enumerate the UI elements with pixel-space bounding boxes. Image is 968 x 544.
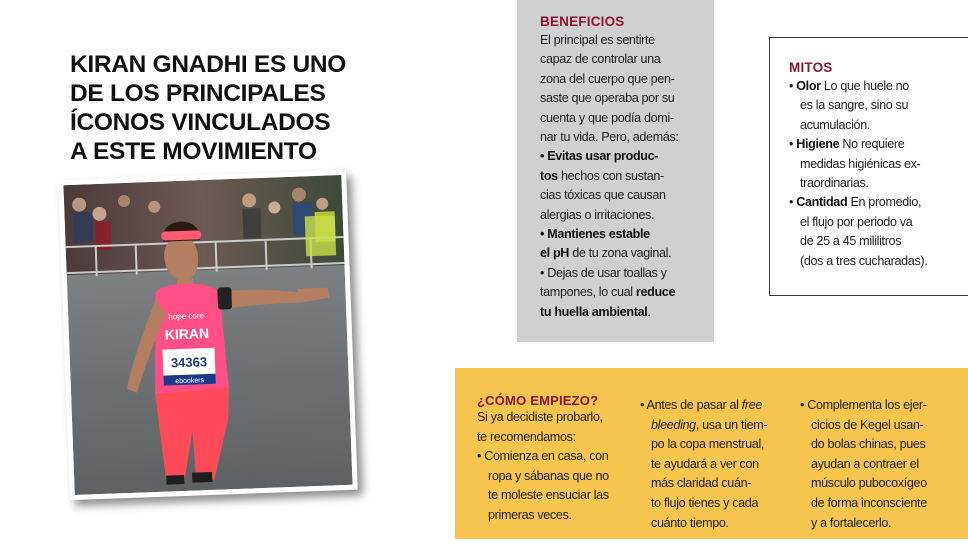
bib-name: KIRAN <box>164 324 210 343</box>
como-line: más claridad cuán- <box>651 476 752 491</box>
bullet-text: tampones, lo cual <box>540 285 636 300</box>
intro-line: El principal es sentirte <box>540 33 655 47</box>
bullet-line: alergias o irritaciones. <box>540 207 655 222</box>
bullet-bold: • Evitas usar produc- <box>540 149 659 164</box>
como-line: ropa y sábanas que no <box>488 468 609 483</box>
como-line: po la copa menstrual, <box>651 437 765 452</box>
como-title: ¿CÓMO EMPIEZO? <box>477 393 599 408</box>
como-line: te ayudará a ver con <box>651 456 759 471</box>
mitos-title: MITOS <box>789 60 833 75</box>
como-line: y a fortalecerlo. <box>811 515 892 530</box>
como-line: ayudan a contraer el <box>811 456 919 471</box>
como-line: • Complementa los ejer- <box>800 398 927 412</box>
mito-text: el flujo por periodo va <box>800 214 913 229</box>
mito-text: En promedio, <box>847 195 922 210</box>
bullet-bold: • Mantienes estable <box>540 227 650 242</box>
bullet-text: hechos con sustan- <box>557 168 664 183</box>
jersey-text: hope core <box>168 311 205 322</box>
beneficios-body <box>540 31 706 322</box>
bib-number: 34363 <box>170 354 208 371</box>
headline-line: KIRAN GNADHI ES UNO <box>70 51 347 78</box>
runner-photo <box>58 170 358 500</box>
como-italic: bleeding <box>651 417 696 432</box>
mito-text: (dos a tres cucharadas). <box>800 253 928 268</box>
como-line: Si ya decidiste probarlo, <box>477 410 603 424</box>
como-line: cuánto tiempo. <box>651 515 729 530</box>
intro-line: capaz de controlar una <box>540 52 661 67</box>
mito-text: traordinarias. <box>800 176 869 191</box>
bullet-text: de tu zona vaginal. <box>569 246 672 261</box>
headline-line: A ESTE MOVIMIENTO <box>70 138 317 165</box>
como-line: de forma inconsciente <box>811 495 927 510</box>
como-line: do bolas chinas, pues <box>811 437 926 452</box>
headline <box>70 50 360 166</box>
mito-text: Lo que huele no <box>820 79 909 93</box>
beneficios-title: BENEFICIOS <box>540 14 625 29</box>
bullet-line: cias tóxicas que causan <box>540 188 666 203</box>
headline-line: DE LOS PRINCIPALES <box>70 80 326 107</box>
intro-line: saste que operaba por su <box>540 91 675 106</box>
como-line: primeras veces. <box>488 507 572 522</box>
como-col-1 <box>477 393 637 526</box>
mito-label: Higiene <box>796 137 840 152</box>
bullet-bold: reduce <box>635 285 676 300</box>
como-line: • Antes de pasar al <box>640 398 742 412</box>
intro-line: zona del cuerpo que pen- <box>540 71 675 86</box>
bullet-line: • Dejas de usar toallas y <box>540 265 667 280</box>
como-line: , usa un tiem- <box>695 417 768 432</box>
como-empiezo-box <box>455 368 968 539</box>
mito-text: acumulación. <box>800 117 871 132</box>
como-line: músculo pubocoxígeo <box>811 476 927 491</box>
headline-line: ÍCONOS VINCULADOS <box>70 109 331 136</box>
bullet-text: . <box>647 304 651 319</box>
como-col-2 <box>640 396 790 533</box>
beneficios-box <box>517 0 714 342</box>
intro-line: nar tu vida. Pero, además: <box>540 130 679 145</box>
intro-line: cuenta y que podía domi- <box>540 110 674 125</box>
bib-brand: ebookers <box>175 377 205 386</box>
mito-text: es la sangre, sino su <box>800 98 909 113</box>
como-line: te recomendamos: <box>477 429 576 444</box>
como-line: cicios de Kegel usan- <box>811 417 924 432</box>
mito-text: medidas higiénicas ex- <box>800 156 921 171</box>
mito-label: Olor <box>796 79 821 93</box>
runner-photo-illustration <box>63 175 352 495</box>
mito-label: Cantidad <box>796 195 848 210</box>
bullet-bold: tos <box>540 168 558 183</box>
como-col-3 <box>800 396 960 533</box>
como-line: te moleste ensuciar las <box>488 488 609 503</box>
bullet-bold: el pH <box>540 246 570 261</box>
como-line: • Comienza en casa, con <box>477 449 609 464</box>
mito-text: No requiere <box>839 137 905 152</box>
bullet-bold: tu huella ambiental <box>540 304 648 319</box>
como-italic: free <box>741 398 763 412</box>
mitos-body: • Olor Lo que huele no es la sangre, sino su acumulación. • Higiene No requiere medidas higiénicas ex- traordinarias. • Cantidad En promedio, el flujo por periodo va de 25 a 45 mililitros (dos a tres cucharadas). <box>789 77 967 271</box>
como-line: to flujo tienes y cada <box>651 495 759 510</box>
mitos-box <box>769 37 968 296</box>
mito-text: de 25 a 45 mililitros <box>800 234 902 249</box>
